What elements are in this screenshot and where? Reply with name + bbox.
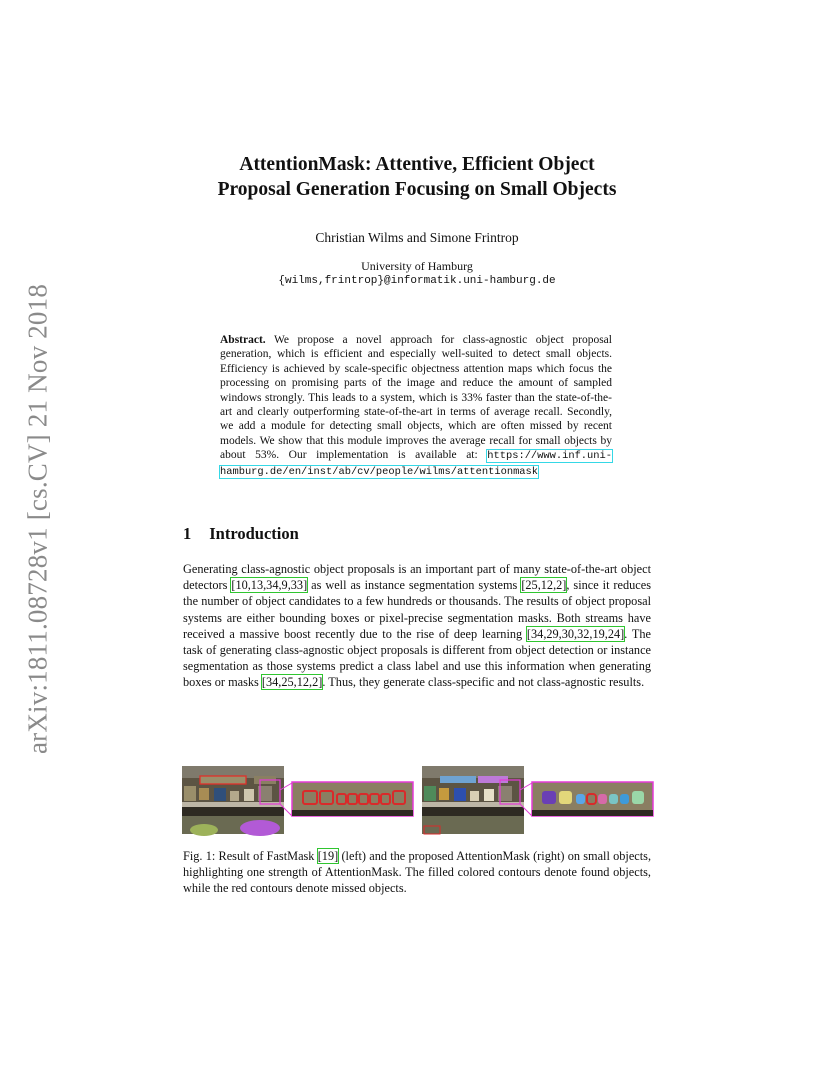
section-heading bbox=[183, 524, 299, 544]
abstract-label: Abstract. bbox=[220, 334, 266, 346]
arxiv-id: arXiv:1811.08728v1 [cs.CV] 21 Nov 2018 bbox=[22, 283, 53, 755]
email: {wilms,frintrop}@informatik.uni-hamburg.de bbox=[278, 275, 556, 287]
abstract bbox=[220, 333, 612, 479]
citation-link[interactable]: [34,29,30,32,19,24] bbox=[526, 626, 625, 641]
intro-text: , since it reduces the number of object candidates to a few hundreds or thousands. The results of object proposal systems are either bounding boxes or pixel-precise segmentation masks. Both streams have received a massive boost recently due to the rise of deep learning bbox=[183, 578, 651, 641]
intro-text: Generating class-agnostic object proposals is an important part of many state-of-the-art object detectors bbox=[183, 562, 651, 593]
abstract-text: We propose a novel approach for class-agnostic object proposal generation, which is efficient and especially well-suited to detect small objects. Efficiency is achieved by scale-specific objectness attention maps which focus the processing on promising parts of the image and reduce the amount of sampled windows strongly. This leads to a system, which is 33% faster than the state-of-the-art and clearly outperforming state-of-the-art in terms of average recall. Secondly, we add a module for detecting small objects, which are often missed by recent models. We show that this module improves the average recall for small objects by about 53%. Our implementation is available at: bbox=[220, 334, 612, 462]
caption-text: Result of FastMask bbox=[218, 849, 315, 863]
attentionmask-zoom-inset bbox=[532, 782, 653, 816]
citation-link[interactable]: [10,13,34,9,33] bbox=[231, 578, 308, 593]
intro-paragraph bbox=[183, 561, 651, 691]
title-line-1: AttentionMask: Attentive, Efficient Object bbox=[239, 154, 595, 175]
implementation-link[interactable]: https://www.inf.uni-hamburg.de/en/inst/ab/cv/people/wilms/attentionmask bbox=[220, 450, 612, 478]
authors: Christian Wilms and Simone Frintrop bbox=[315, 230, 519, 245]
attentionmask-scene-image bbox=[422, 766, 524, 834]
intro-text: . The task of generating class-agnostic object proposals is different from object detection or instance segmentation as those systems predict a class label and use this information when generating boxes or masks bbox=[183, 626, 651, 690]
affiliation: University of Hamburg bbox=[361, 259, 473, 273]
citation-link[interactable]: [34,25,12,2] bbox=[261, 675, 323, 690]
figure-1-images bbox=[182, 766, 656, 838]
citation-link[interactable]: [25,12,2] bbox=[521, 578, 567, 593]
affiliation-block bbox=[150, 259, 684, 289]
fastmask-zoom-inset bbox=[292, 782, 413, 816]
caption-text: (left) and the proposed AttentionMask (right) on small objects, highlighting one strength of AttentionMask. The filled colored contours denote found objects, while the red contours denote missed objects. bbox=[183, 849, 652, 896]
figure-caption bbox=[183, 848, 651, 897]
intro-text: as well as instance segmentation systems bbox=[311, 578, 518, 593]
citation-link[interactable]: [19] bbox=[317, 849, 339, 863]
caption-label: Fig. 1: bbox=[183, 849, 216, 863]
title-line-2: Proposal Generation Focusing on Small Objects bbox=[217, 179, 617, 200]
intro-text: . Thus, they generate class-specific and not class-agnostic results. bbox=[322, 675, 645, 690]
section-title: Introduction bbox=[209, 524, 299, 543]
fastmask-scene-image bbox=[182, 766, 284, 836]
paper-title bbox=[150, 152, 684, 202]
section-number: 1 bbox=[183, 524, 192, 543]
arxiv-stamp bbox=[16, 283, 60, 755]
